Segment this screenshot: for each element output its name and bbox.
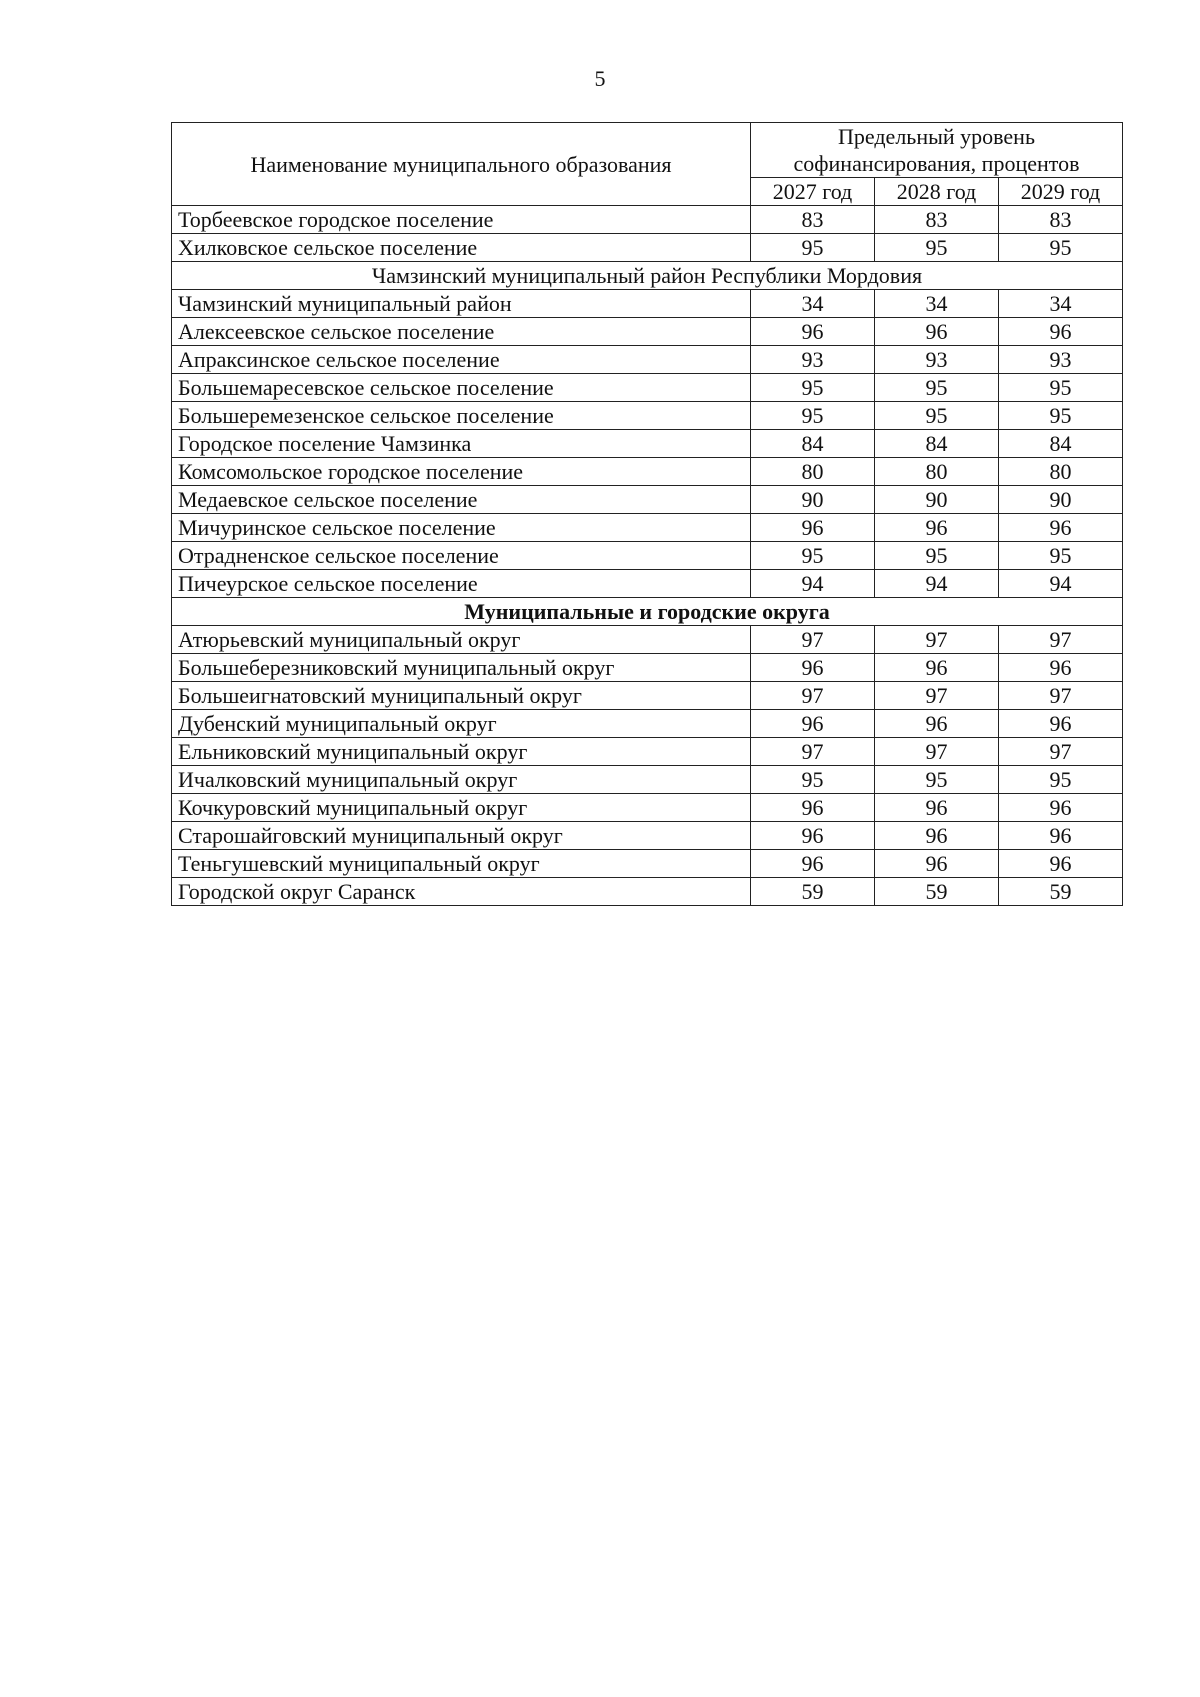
- cofinancing-value: 94: [999, 570, 1123, 598]
- table-row: [172, 766, 1123, 794]
- table-body: [172, 206, 1123, 906]
- municipality-name: Торбеевское городское поселение: [172, 206, 751, 234]
- cofinancing-value: 97: [875, 682, 999, 710]
- table-row: [172, 626, 1123, 654]
- cofinancing-value: 83: [875, 206, 999, 234]
- cofinancing-value: 34: [999, 290, 1123, 318]
- municipality-name: Отрадненское сельское поселение: [172, 542, 751, 570]
- table-row: [172, 346, 1123, 374]
- cofinancing-value: 83: [751, 206, 875, 234]
- header-cofinancing-level: [751, 123, 1123, 178]
- municipality-name: Ельниковский муниципальный округ: [172, 738, 751, 766]
- page-number: 5: [594, 66, 606, 91]
- cofinancing-table: [171, 122, 1123, 906]
- cofinancing-value: 96: [999, 654, 1123, 682]
- cofinancing-value: 34: [875, 290, 999, 318]
- cofinancing-value: 95: [751, 234, 875, 262]
- table-row: [172, 486, 1123, 514]
- municipality-name: Большемаресевское сельское поселение: [172, 374, 751, 402]
- cofinancing-value: 96: [875, 654, 999, 682]
- cofinancing-value: 96: [875, 850, 999, 878]
- municipality-name: Хилковское сельское поселение: [172, 234, 751, 262]
- cofinancing-value: 90: [875, 486, 999, 514]
- cofinancing-value: 97: [751, 738, 875, 766]
- municipality-name: Комсомольское городское поселение: [172, 458, 751, 486]
- section-row: [172, 262, 1123, 290]
- cofinancing-value: 95: [999, 234, 1123, 262]
- cofinancing-value: 84: [751, 430, 875, 458]
- table-row: [172, 374, 1123, 402]
- municipality-name: Теньгушевский муниципальный округ: [172, 850, 751, 878]
- cofinancing-value: 96: [999, 794, 1123, 822]
- cofinancing-value: 97: [751, 626, 875, 654]
- cofinancing-value: 96: [751, 794, 875, 822]
- cofinancing-value: 80: [751, 458, 875, 486]
- section-row: [172, 598, 1123, 626]
- cofinancing-value: 97: [875, 738, 999, 766]
- cofinancing-value: 96: [999, 710, 1123, 738]
- cofinancing-value: 96: [751, 710, 875, 738]
- cofinancing-value: 95: [751, 374, 875, 402]
- cofinancing-value: 84: [875, 430, 999, 458]
- header-name-column: Наименование муниципального образования: [172, 123, 751, 206]
- table-row: [172, 654, 1123, 682]
- table-row: [172, 234, 1123, 262]
- section-title: Чамзинский муниципальный район Республики Мордовия: [172, 262, 1123, 290]
- municipality-name: Мичуринское сельское поселение: [172, 514, 751, 542]
- cofinancing-value: 95: [875, 374, 999, 402]
- cofinancing-value: 95: [751, 766, 875, 794]
- cofinancing-value: 83: [999, 206, 1123, 234]
- municipality-name: Дубенский муниципальный округ: [172, 710, 751, 738]
- cofinancing-value: 95: [999, 542, 1123, 570]
- municipality-name: Атюрьевский муниципальный округ: [172, 626, 751, 654]
- cofinancing-value: 95: [875, 234, 999, 262]
- cofinancing-value: 80: [875, 458, 999, 486]
- table-row: [172, 710, 1123, 738]
- cofinancing-value: 95: [751, 542, 875, 570]
- cofinancing-value: 97: [751, 682, 875, 710]
- cofinancing-value: 96: [875, 822, 999, 850]
- cofinancing-value: 96: [999, 822, 1123, 850]
- cofinancing-value: 97: [999, 626, 1123, 654]
- header-year: 2027 год: [751, 178, 875, 206]
- table-row: [172, 458, 1123, 486]
- cofinancing-value: 93: [999, 346, 1123, 374]
- municipality-name: Алексеевское сельское поселение: [172, 318, 751, 346]
- municipality-name: Апраксинское сельское поселение: [172, 346, 751, 374]
- cofinancing-value: 96: [751, 514, 875, 542]
- municipality-name: Городское поселение Чамзинка: [172, 430, 751, 458]
- table-row: [172, 682, 1123, 710]
- table-row: [172, 318, 1123, 346]
- cofinancing-value: 96: [875, 794, 999, 822]
- cofinancing-value: 95: [875, 766, 999, 794]
- cofinancing-value: 90: [751, 486, 875, 514]
- table-row: [172, 878, 1123, 906]
- cofinancing-value: 59: [999, 878, 1123, 906]
- table-row: [172, 794, 1123, 822]
- municipality-name: Большеберезниковский муниципальный округ: [172, 654, 751, 682]
- cofinancing-value: 96: [875, 514, 999, 542]
- cofinancing-value: 96: [875, 710, 999, 738]
- cofinancing-value: 59: [875, 878, 999, 906]
- cofinancing-value: 97: [999, 738, 1123, 766]
- cofinancing-value: 96: [999, 318, 1123, 346]
- cofinancing-value: 95: [999, 402, 1123, 430]
- cofinancing-value: 95: [875, 542, 999, 570]
- table-row: [172, 738, 1123, 766]
- cofinancing-value: 96: [751, 850, 875, 878]
- cofinancing-value: 96: [751, 318, 875, 346]
- table-header: [172, 123, 1123, 206]
- table-row: [172, 570, 1123, 598]
- municipality-name: Чамзинский муниципальный район: [172, 290, 751, 318]
- cofinancing-value: 95: [999, 766, 1123, 794]
- cofinancing-value: 80: [999, 458, 1123, 486]
- header-level-line2: софинансирования, процентов: [793, 151, 1080, 176]
- table-row: [172, 542, 1123, 570]
- municipality-name: Городской округ Саранск: [172, 878, 751, 906]
- cofinancing-value: 96: [875, 318, 999, 346]
- cofinancing-value: 93: [875, 346, 999, 374]
- cofinancing-value: 97: [999, 682, 1123, 710]
- municipality-name: Пичеурское сельское поселение: [172, 570, 751, 598]
- table-row: [172, 402, 1123, 430]
- header-level-line1: Предельный уровень: [838, 124, 1035, 149]
- cofinancing-value: 96: [751, 822, 875, 850]
- municipality-name: Большеремезенское сельское поселение: [172, 402, 751, 430]
- cofinancing-value: 96: [751, 654, 875, 682]
- cofinancing-value: 95: [999, 374, 1123, 402]
- table-row: [172, 430, 1123, 458]
- cofinancing-value: 96: [999, 850, 1123, 878]
- cofinancing-value: 96: [999, 514, 1123, 542]
- cofinancing-value: 94: [751, 570, 875, 598]
- table-row: [172, 290, 1123, 318]
- table-row: [172, 850, 1123, 878]
- cofinancing-value: 90: [999, 486, 1123, 514]
- cofinancing-value: 93: [751, 346, 875, 374]
- cofinancing-value: 94: [875, 570, 999, 598]
- cofinancing-value: 84: [999, 430, 1123, 458]
- municipality-name: Старошайговский муниципальный округ: [172, 822, 751, 850]
- table-row: [172, 514, 1123, 542]
- cofinancing-value: 95: [875, 402, 999, 430]
- cofinancing-value: 97: [875, 626, 999, 654]
- cofinancing-value: 34: [751, 290, 875, 318]
- table-row: [172, 822, 1123, 850]
- municipality-name: Кочкуровский муниципальный округ: [172, 794, 751, 822]
- cofinancing-value: 59: [751, 878, 875, 906]
- cofinancing-value: 95: [751, 402, 875, 430]
- municipality-name: Медаевское сельское поселение: [172, 486, 751, 514]
- section-title: Муниципальные и городские округа: [172, 598, 1123, 626]
- municipality-name: Большеигнатовский муниципальный округ: [172, 682, 751, 710]
- header-year: 2028 год: [875, 178, 999, 206]
- table-row: [172, 206, 1123, 234]
- header-year: 2029 год: [999, 178, 1123, 206]
- municipality-name: Ичалковский муниципальный округ: [172, 766, 751, 794]
